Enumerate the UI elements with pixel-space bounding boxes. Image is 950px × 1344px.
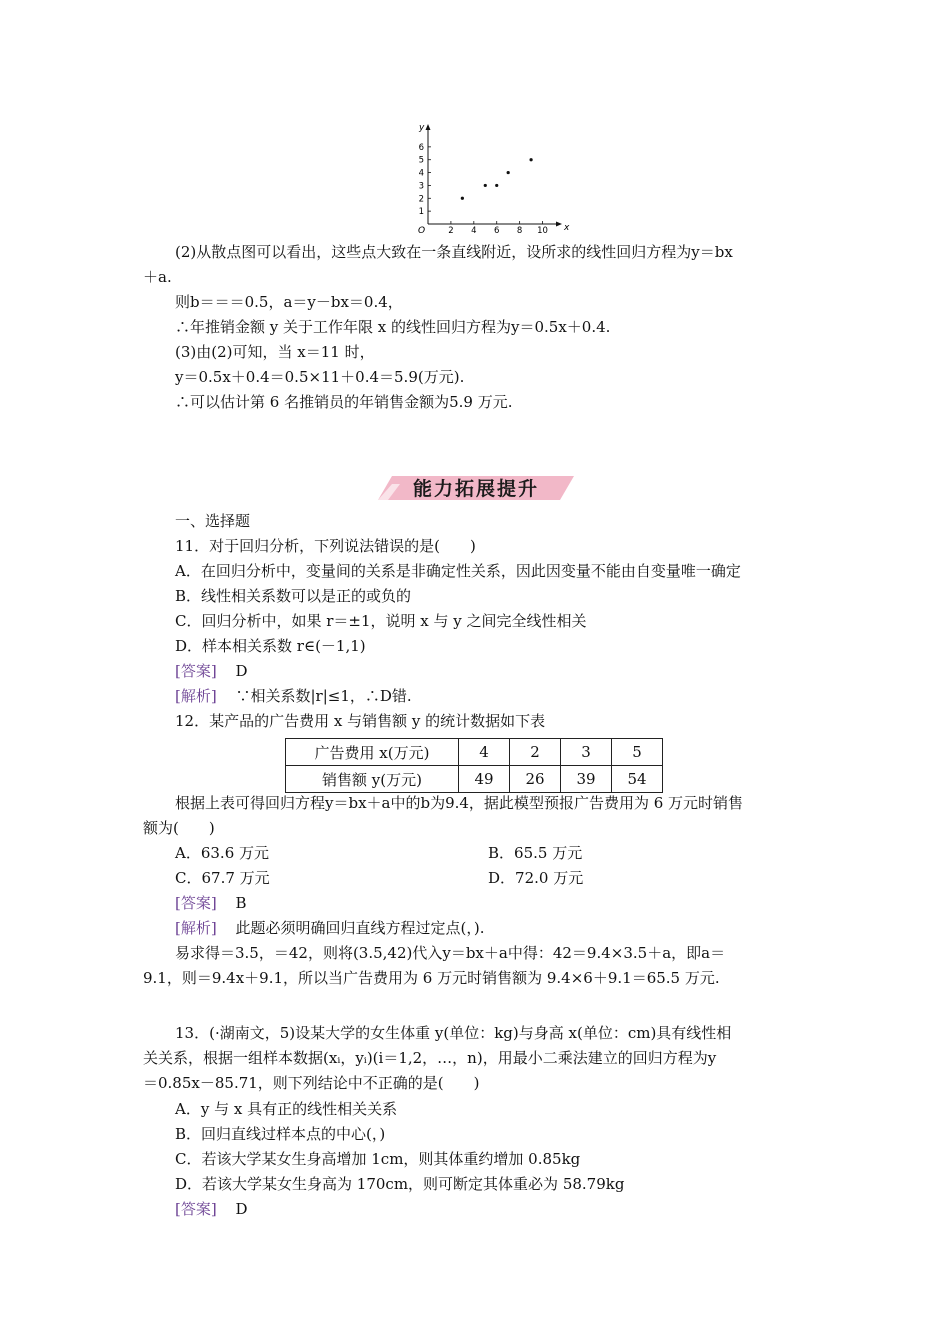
analysis-text: ∵相关系数|r|≤1，∴D错.: [235, 687, 412, 705]
q12-data-table: [285, 738, 663, 793]
q12-answer: [175, 892, 247, 914]
scatter-point: [484, 184, 487, 187]
q12-option-a: A．63.6 万元: [175, 844, 269, 862]
q13-option-b: B．回归直线过样本点的中心(，): [175, 1125, 386, 1143]
y-axis-label: y: [419, 124, 425, 133]
y-tick-label: 6: [418, 142, 424, 153]
origin-label: O: [418, 226, 426, 236]
q11-answer: [175, 660, 248, 682]
q13-option-c: C．若该大学某女生身高增加 1cm，则其体重约增加 0.85kg: [175, 1150, 581, 1168]
q12-option-b: B．65.5 万元: [488, 844, 583, 862]
part2-line4: ∴年推销金额 y 关于工作年限 x 的线性回归方程为y＝0.5x＋0.4.: [175, 318, 611, 336]
scatter-plot: [412, 124, 572, 236]
question-section-label: 一、选择题: [175, 512, 251, 530]
y-tick-label: 1: [418, 207, 424, 218]
answer-tag: [答案]: [175, 894, 217, 912]
q12-line2: 额为( ): [143, 819, 215, 837]
q12-option-c: C．67.7 万元: [175, 869, 270, 887]
part2-line3: 则b＝＝＝0.5，a＝y－bx＝0.4，: [175, 293, 403, 311]
q12-stem: 12．某产品的广告费用 x 与销售额 y 的统计数据如下表: [175, 712, 546, 730]
scatter-point: [507, 171, 510, 174]
y-tick-label: 3: [418, 181, 424, 192]
answer-tag: [答案]: [175, 1200, 217, 1218]
y-tick-label: 4: [418, 168, 424, 179]
answer-value: B: [235, 894, 247, 912]
scatter-point: [461, 197, 464, 200]
table-cell: 49: [459, 766, 510, 793]
q13-answer: [175, 1198, 248, 1220]
scatter-ticks: [419, 143, 548, 236]
q12-option-d: D．72.0 万元: [488, 869, 584, 887]
scatter-point: [495, 184, 498, 187]
table-row-header: 销售额 y(万元): [286, 766, 459, 793]
x-tick-label: 8: [516, 226, 523, 236]
x-tick-label: 6: [494, 226, 500, 236]
section-title: 能力拓展提升: [412, 478, 539, 500]
table-row: [286, 766, 663, 793]
section-banner: [378, 470, 574, 504]
y-axis-arrow: [426, 124, 431, 130]
q11-option-c: C．回归分析中，如果 r＝±1，说明 x 与 y 之间完全线性相关: [175, 612, 587, 630]
q13-line3: ＝0.85x－85.71，则下列结论中不正确的是( ): [143, 1074, 480, 1092]
part2-line1: (2)从散点图可以看出，这些点大致在一条直线附近，设所求的线性回归方程为y＝bx: [175, 243, 733, 261]
scatter-axes: [418, 124, 570, 236]
q12-analysis: [175, 917, 484, 939]
x-tick-label: 4: [471, 226, 477, 236]
answer-value: D: [235, 662, 248, 680]
q13-option-a: A．y 与 x 具有正的线性相关关系: [175, 1100, 398, 1118]
table-row-header: 广告费用 x(万元): [286, 739, 459, 766]
answer-tag: [答案]: [175, 662, 217, 680]
x-tick-label: 10: [537, 226, 548, 236]
q13-option-d: D．若该大学某女生身高为 170cm，则可断定其体重必为 58.79kg: [175, 1175, 625, 1193]
q12-line1: 根据上表可得回归方程y＝bx＋a中的b为9.4，据此模型预报广告费用为 6 万元时销售: [175, 794, 744, 812]
part3-line3: ∴可以估计第 6 名推销员的年销售金额为5.9 万元.: [175, 393, 513, 411]
scatter-points: [461, 158, 533, 200]
scatter-point: [529, 158, 532, 161]
table-cell: 26: [510, 766, 561, 793]
analysis-text: 此题必须明确回归直线方程过定点(，).: [235, 919, 485, 937]
table-row: [286, 739, 663, 766]
x-axis-label: x: [564, 223, 570, 233]
part2-line2: ＋a.: [143, 268, 172, 286]
q11-option-b: B．线性相关系数可以是正的或负的: [175, 587, 412, 605]
y-tick-label: 5: [418, 155, 424, 166]
y-tick-label: 2: [418, 194, 424, 205]
q13-line2: 关关系，根据一组样本数据(xᵢ，yᵢ)(i＝1,2，…，n)，用最小二乘法建立的回归方程为y: [143, 1049, 717, 1067]
analysis-tag: [解析]: [175, 687, 217, 705]
q12-solution-line2: 9.1，则＝9.4x＋9.1，所以当广告费用为 6 万元时销售额为 9.4×6＋9.1＝65.5 万元.: [143, 969, 720, 987]
q12-solution-line1: 易求得＝3.5，＝42，则将(3.5,42)代入y＝bx＋a中得：42＝9.4×3.5＋a，即a＝: [175, 944, 726, 962]
q11-analysis: [175, 685, 412, 707]
table-cell: 3: [561, 739, 612, 766]
x-tick-label: 2: [448, 226, 454, 236]
table-cell: 54: [612, 766, 663, 793]
table-cell: 5: [612, 739, 663, 766]
table-cell: 39: [561, 766, 612, 793]
q11-option-a: A．在回归分析中，变量间的关系是非确定性关系，因此因变量不能由自变量唯一确定: [175, 562, 741, 580]
part3-line2: y＝0.5x＋0.4＝0.5×11＋0.4＝5.9(万元).: [175, 368, 465, 386]
table-cell: 2: [510, 739, 561, 766]
analysis-tag: [解析]: [175, 919, 217, 937]
part3-line1: (3)由(2)可知，当 x＝11 时，: [175, 343, 375, 361]
table-cell: 4: [459, 739, 510, 766]
q11-stem: 11．对于回归分析，下列说法错误的是( ): [175, 537, 476, 555]
q13-line1: 13．(·湖南文，5)设某大学的女生体重 y(单位：kg)与身高 x(单位：cm)具有线性相: [175, 1024, 732, 1042]
x-axis-arrow: [556, 222, 562, 227]
answer-value: D: [235, 1200, 248, 1218]
q11-option-d: D．样本相关系数 r∈(－1,1): [175, 637, 366, 655]
